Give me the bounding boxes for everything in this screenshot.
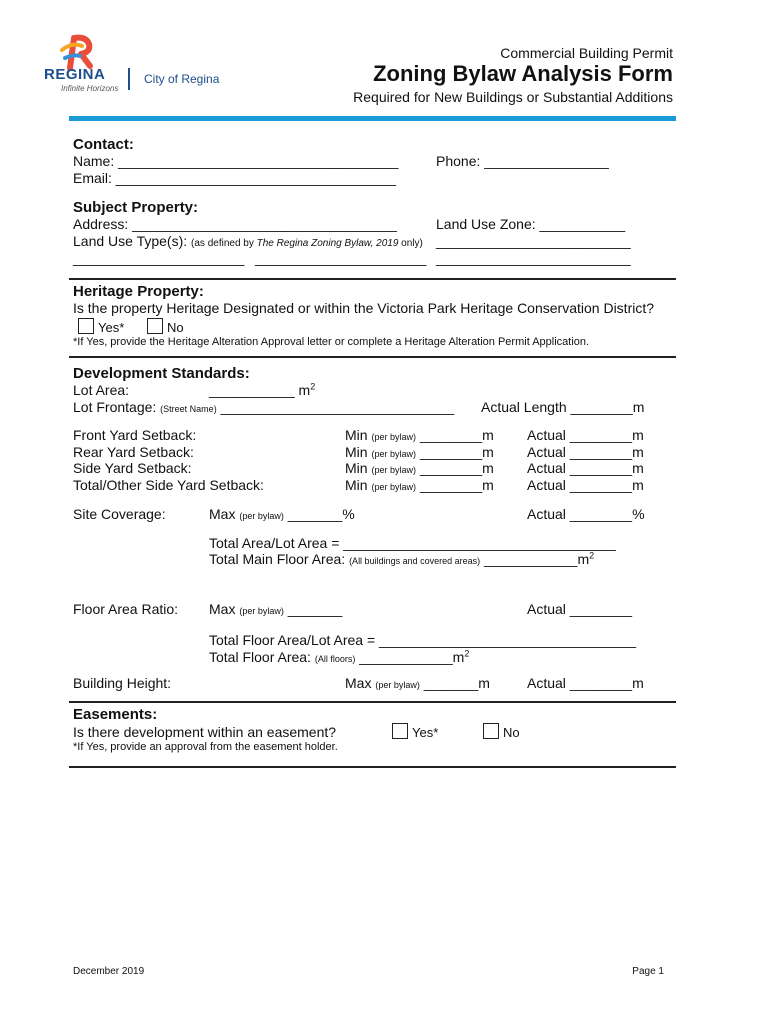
footer-date: December 2019	[73, 966, 145, 977]
lot-area-label: Lot Area:	[73, 382, 130, 398]
building-height-max[interactable]: Max (per bylaw) _______m	[345, 675, 490, 691]
contact-heading: Contact:	[73, 136, 134, 153]
setback-actual-total[interactable]: Actual ________m	[527, 477, 644, 493]
setback-label-rear: Rear Yard Setback:	[73, 444, 194, 460]
land-use-type-blank-3[interactable]: ______________________	[255, 250, 427, 266]
header-kicker: Commercial Building Permit	[500, 45, 673, 61]
regina-logo	[44, 34, 234, 96]
contact-name-field[interactable]: Name: ____________________________________	[73, 153, 399, 169]
far-max[interactable]: Max (per bylaw) _______	[209, 601, 343, 617]
lot-area-field[interactable]: ___________ $m^2$	[209, 381, 316, 398]
easements-heading: Easements:	[73, 706, 158, 723]
setback-actual-front[interactable]: Actual ________m	[527, 427, 644, 443]
section-divider	[69, 766, 676, 768]
easements-yes-option[interactable]: Yes*	[392, 723, 438, 740]
regina-r-icon	[60, 34, 100, 70]
setback-label-total: Total/Other Side Yard Setback:	[73, 477, 264, 493]
logo-city: City of Regina	[144, 72, 220, 86]
standards-heading: Development Standards:	[73, 365, 250, 382]
building-height-label: Building Height:	[73, 675, 172, 691]
setback-actual-side[interactable]: Actual ________m	[527, 460, 644, 476]
header-accent-line	[69, 116, 676, 121]
address-field[interactable]: Address: __________________________________	[73, 216, 397, 232]
setback-min-side[interactable]: Min (per bylaw) ________m	[345, 460, 494, 476]
easements-no-checkbox[interactable]	[483, 723, 499, 739]
section-divider	[69, 356, 676, 358]
total-floor-area[interactable]: Total Floor Area: (All floors) $\_\_\_\_\_\_\_\_\_\_\_\_m^2$	[209, 648, 470, 665]
contact-phone-field[interactable]: Phone: ________________	[436, 153, 609, 169]
site-coverage-max[interactable]: Max (per bylaw) _______%	[209, 506, 355, 522]
setback-actual-rear[interactable]: Actual ________m	[527, 444, 644, 460]
total-area-lot-area[interactable]: Total Area/Lot Area = ___________________________________	[209, 535, 616, 551]
land-use-type-blank-2[interactable]: ______________________	[73, 250, 245, 266]
building-height-actual[interactable]: Actual ________m	[527, 675, 644, 691]
land-use-type-note: (as defined by The Regina Zoning Bylaw, 2019 only)	[191, 238, 423, 249]
land-use-type-label: Land Use Type(s):	[73, 233, 188, 249]
page-title: Zoning Bylaw Analysis Form	[373, 61, 673, 86]
subject-heading: Subject Property:	[73, 199, 199, 216]
heritage-yes-option[interactable]: Yes*	[78, 318, 124, 335]
easements-no-option[interactable]: No	[483, 723, 520, 740]
lot-frontage-field[interactable]: ______________________________	[220, 399, 455, 415]
site-coverage-actual[interactable]: Actual ________%	[527, 506, 645, 522]
far-label: Floor Area Ratio:	[73, 601, 179, 617]
footer-page-number: Page 1	[632, 966, 664, 977]
page-subtitle: Required for New Buildings or Substantial Additions	[353, 89, 673, 105]
heritage-question: Is the property Heritage Designated or within the Victoria Park Heritage Conservation District?	[73, 300, 655, 316]
easements-note: *If Yes, provide an approval from the easement holder.	[73, 741, 338, 753]
lot-frontage-actual-length[interactable]: Actual Length ________m	[481, 399, 645, 415]
land-use-type-blank-1[interactable]: _________________________	[436, 233, 631, 249]
total-floor-area-lot-area[interactable]: Total Floor Area/Lot Area = _________________________________	[209, 632, 636, 648]
heritage-no-option[interactable]: No	[147, 318, 184, 335]
site-coverage-label: Site Coverage:	[73, 506, 166, 522]
setback-min-rear[interactable]: Min (per bylaw) ________m	[345, 444, 494, 460]
section-divider	[69, 278, 676, 280]
land-use-type-blank-4[interactable]: _________________________	[436, 250, 631, 266]
total-main-floor-area[interactable]: Total Main Floor Area: (All buildings and covered areas) $\_\_\_\_\_\_\_\_\_\_\_\_m^2$	[209, 550, 595, 567]
land-use-type-row	[73, 233, 423, 249]
logo-tagline: Infinite Horizons	[61, 84, 119, 93]
heritage-yes-checkbox[interactable]	[78, 318, 94, 334]
logo-brand: REGINA	[44, 66, 106, 83]
setback-label-side: Side Yard Setback:	[73, 460, 192, 476]
logo-divider	[128, 68, 130, 90]
heritage-heading: Heritage Property:	[73, 283, 204, 300]
land-use-zone-field[interactable]: Land Use Zone: ___________	[436, 216, 626, 232]
section-divider	[69, 701, 676, 703]
heritage-no-checkbox[interactable]	[147, 318, 163, 334]
easements-question: Is there development within an easement?	[73, 724, 337, 740]
heritage-note: *If Yes, provide the Heritage Alteration Approval letter or complete a Heritage Alteration Permit Application.	[73, 336, 590, 348]
easements-yes-checkbox[interactable]	[392, 723, 408, 739]
far-actual[interactable]: Actual ________	[527, 601, 633, 617]
setback-min-front[interactable]: Min (per bylaw) ________m	[345, 427, 494, 443]
setback-min-total[interactable]: Min (per bylaw) ________m	[345, 477, 494, 493]
setback-label-front: Front Yard Setback:	[73, 427, 197, 443]
contact-email-field[interactable]: Email: ____________________________________	[73, 170, 397, 186]
lot-frontage-row: Lot Frontage: (Street Name) ______________________________	[73, 399, 455, 415]
